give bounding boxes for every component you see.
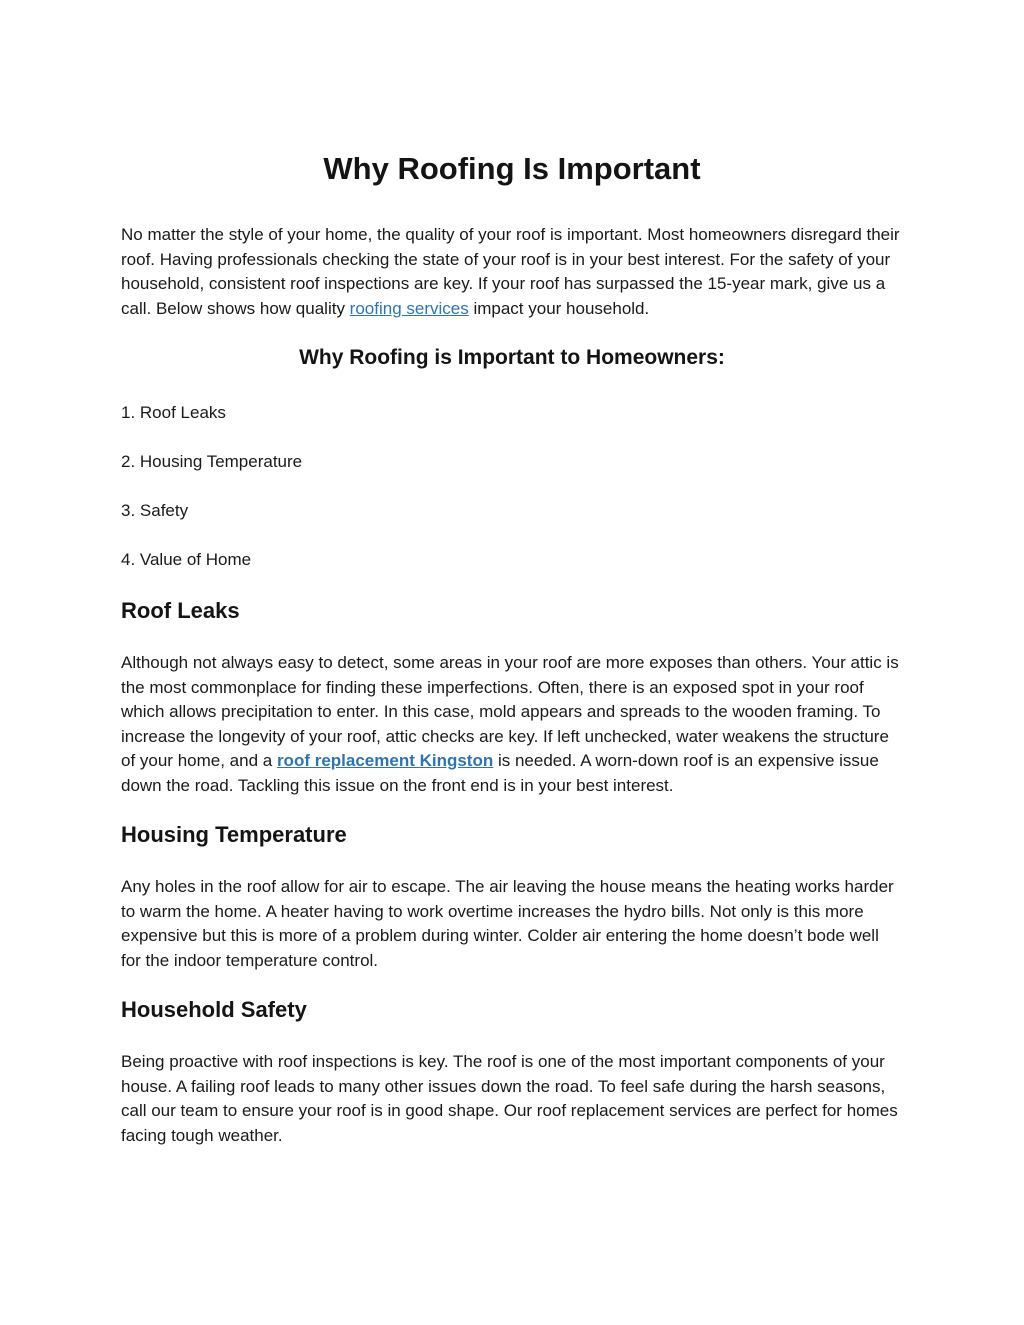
list-item-roof-leaks: 1. Roof Leaks [121, 403, 226, 422]
section-heading-household-safety: Household Safety [121, 997, 307, 1022]
topics-list [121, 401, 903, 573]
section-heading-housing-temperature: Housing Temperature [121, 822, 347, 847]
household-safety-paragraph: Being proactive with roof inspections is key. The roof is one of the most important components of your house. A failing roof leads to many other issues down the road. To feel safe during the harsh seasons, call our team to ensure your roof is in good shape. Our roof replacement services are perfect for homes facing tough weather. [121, 1052, 898, 1145]
list-item-value-of-home: 4. Value of Home [121, 550, 252, 569]
housing-temperature-paragraph: Any holes in the roof allow for air to escape. The air leaving the house means the heating works harder to warm the home. A heater having to work overtime increases the hydro bills. Not only is this more expensive but this is more of a problem during winter. Colder air entering the home doesn’t bode well for the indoor temperature control. [121, 877, 894, 970]
roofing-services-link[interactable]: roofing services [349, 298, 469, 318]
roof-leaks-paragraph [121, 651, 903, 798]
intro-text-2: impact your household. [468, 298, 650, 318]
roof-leaks-text-1: Although not always easy to detect, some areas in your roof are more exposes than others. Your attic is the most commonplace for finding these imperfections. Often, there is an exposed spot in your roof which allows precipitation to enter. In this case, mold appears and spreads to the wooden framing. To increase the longevity of your roof, attic checks are key. If left unchecked, water weakens the structure of your home, and a [121, 653, 899, 770]
subtitle-heading: Why Roofing is Important to Homeowners: [299, 346, 725, 369]
page-title: Why Roofing Is Important [323, 151, 701, 186]
intro-text-1: No matter the style of your home, the quality of your roof is important. Most homeowners disregard their roof. Having professionals checking the state of your roof is in your best interest. For the safety of your household, consistent roof inspections are key. If your roof has surpassed the 15-year mark, give us a call. Below shows how quality [121, 225, 900, 318]
section-heading-roof-leaks: Roof Leaks [121, 598, 240, 623]
list-item-safety: 3. Safety [121, 501, 189, 520]
roof-replacement-kingston-link[interactable]: roof replacement Kingston [276, 751, 494, 770]
list-item-housing-temperature: 2. Housing Temperature [121, 452, 303, 471]
roof-leaks-text-2: is needed. A worn-down roof is an expensive issue down the road. Tackling this issue on the front end is in your best interest. [121, 751, 879, 795]
intro-paragraph [121, 223, 903, 321]
